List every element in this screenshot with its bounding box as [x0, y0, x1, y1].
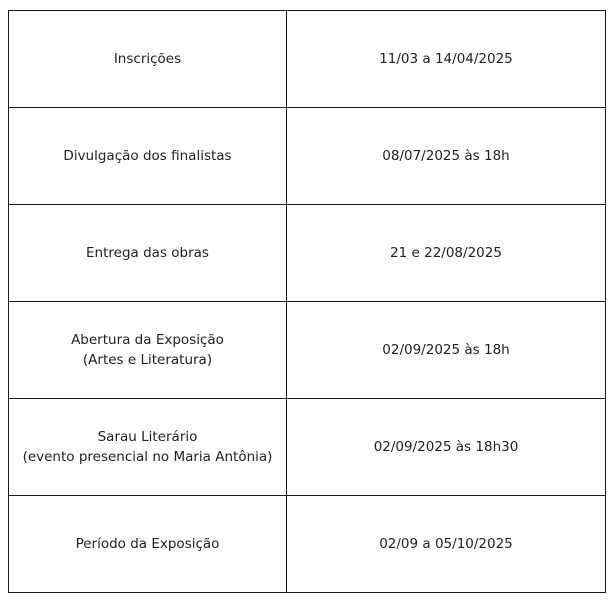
- date-value: 21 e 22/08/2025: [390, 245, 502, 261]
- date-cell: [287, 11, 606, 108]
- event-label: Período da Exposição: [75, 536, 220, 552]
- table-row: [9, 11, 606, 108]
- date-value: 11/03 a 14/04/2025: [379, 51, 513, 67]
- event-label: Sarau Literário: [97, 429, 198, 445]
- event-label: Abertura da Exposição: [71, 332, 224, 348]
- table-row: [9, 399, 606, 496]
- table-row: [9, 496, 606, 593]
- event-sublabel: (Artes e Literatura): [82, 352, 213, 368]
- date-cell: [287, 108, 606, 205]
- date-value: 02/09 a 05/10/2025: [379, 536, 513, 552]
- date-cell: [287, 399, 606, 496]
- table-row: [9, 205, 606, 302]
- date-cell: [287, 496, 606, 593]
- table-row: [9, 302, 606, 399]
- event-label: Divulgação dos finalistas: [63, 148, 232, 164]
- date-value: 08/07/2025 às 18h: [382, 148, 510, 164]
- event-sublabel: (evento presencial no Maria Antônia): [22, 449, 273, 465]
- date-cell: [287, 302, 606, 399]
- event-cell: [9, 11, 287, 108]
- event-cell: [9, 496, 287, 593]
- date-value: 02/09/2025 às 18h: [382, 342, 510, 358]
- table-row: [9, 108, 606, 205]
- date-cell: [287, 205, 606, 302]
- date-value: 02/09/2025 às 18h30: [373, 439, 519, 455]
- event-cell: [9, 302, 287, 399]
- event-cell: [9, 205, 287, 302]
- event-label: Inscrições: [113, 51, 182, 67]
- event-label: Entrega das obras: [86, 245, 209, 261]
- event-cell: [9, 108, 287, 205]
- event-cell: [9, 399, 287, 496]
- schedule-table: [8, 10, 606, 593]
